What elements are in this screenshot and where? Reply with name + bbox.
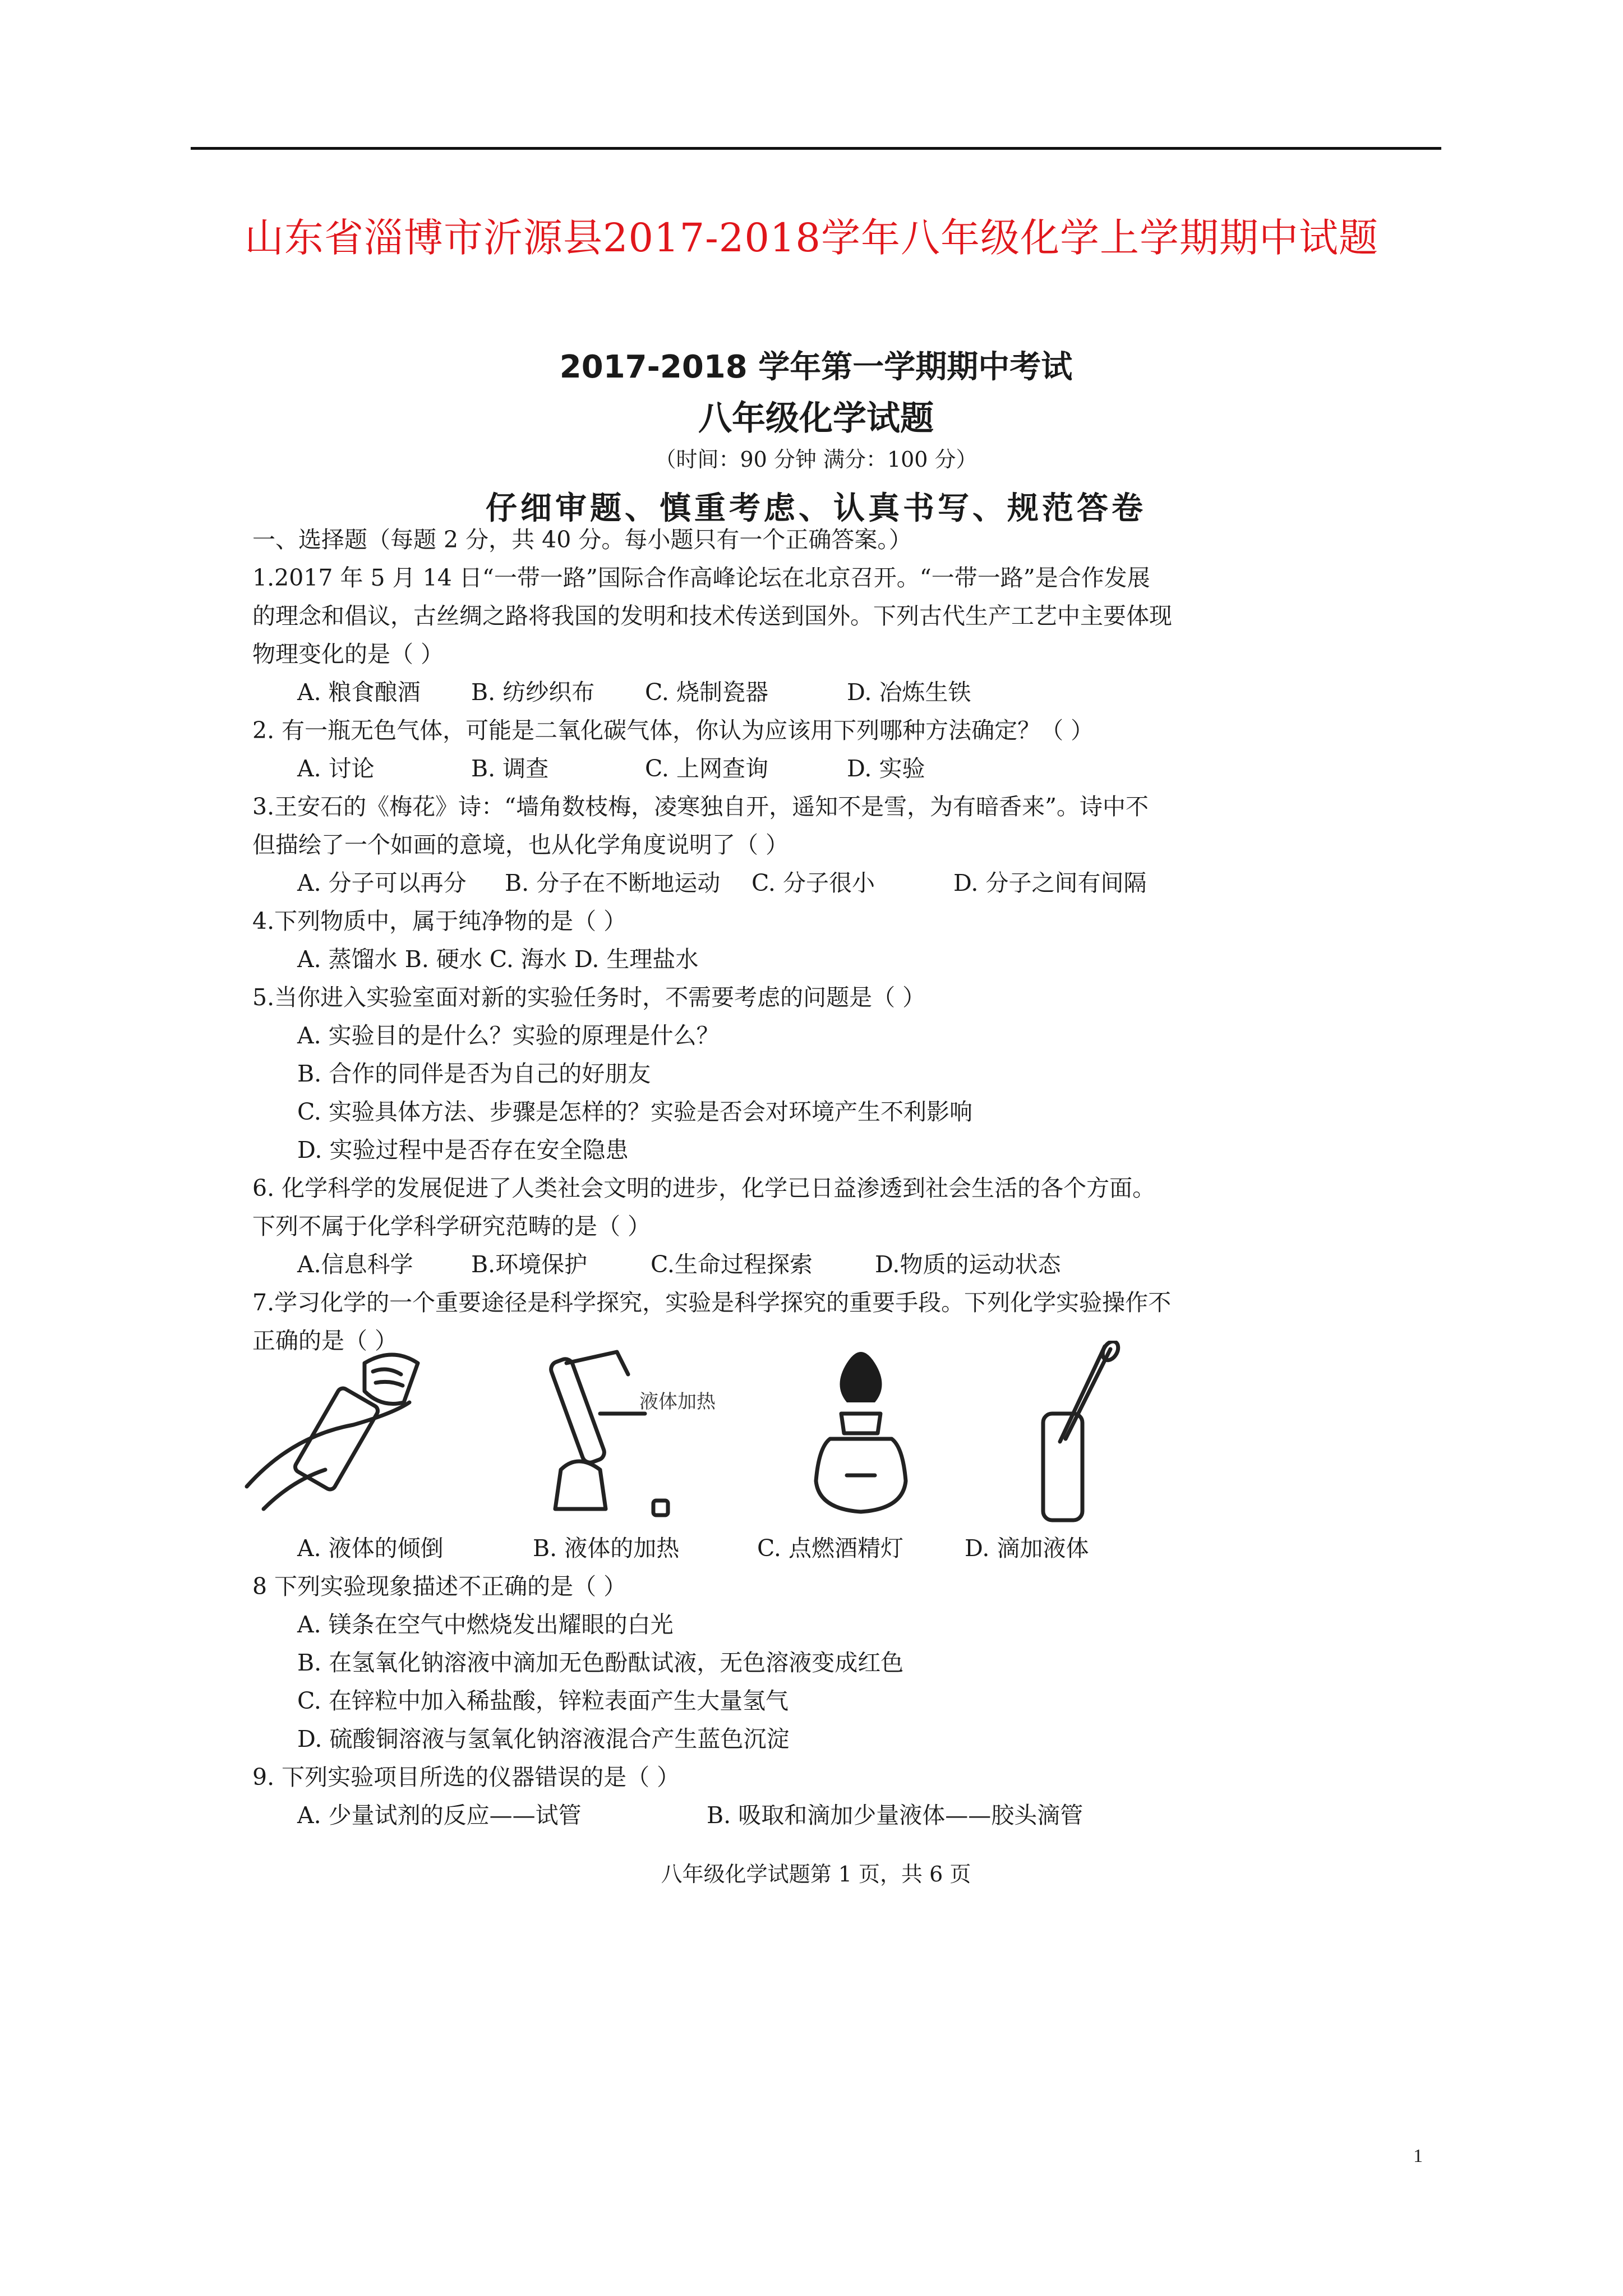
option: A. 讨论 xyxy=(297,755,375,782)
option: D.物质的运动状态 xyxy=(875,1251,1061,1278)
question-line: 9. 下列实验项目所选的仪器错误的是（ ） xyxy=(252,1764,680,1791)
question-line: 8 下列实验现象描述不正确的是（ ） xyxy=(252,1573,627,1600)
heating-liquid-figure xyxy=(516,1341,718,1531)
option: B. 合作的同伴是否为自己的好朋友 xyxy=(297,1060,651,1087)
question-line: 物理变化的是（ ） xyxy=(252,641,444,668)
exam-subtitle: 八年级化学试题 xyxy=(698,399,934,438)
pouring-liquid-figure xyxy=(224,1341,426,1531)
section-heading: 一、选择题（每题 2 分，共 40 分。每小题只有一个正确答案。） xyxy=(252,526,912,553)
option: A. 蒸馏水 B. 硬水 C. 海水 D. 生理盐水 xyxy=(297,946,699,973)
option: A. 实验目的是什么？实验的原理是什么？ xyxy=(297,1022,720,1049)
exam-title: 2017-2018 学年第一学期期中考试 xyxy=(559,349,1073,385)
option: B. 液体的加热 xyxy=(533,1535,680,1562)
option: B. 纺纱织布 xyxy=(471,679,595,706)
figure-label: 液体加热 xyxy=(639,1391,716,1413)
option: C. 烧制瓷器 xyxy=(645,679,768,706)
option: D. 滴加液体 xyxy=(965,1535,1089,1562)
exam-meta: （时间：90 分钟 满分：100 分） xyxy=(654,447,978,472)
option: A. 分子可以再分 xyxy=(297,869,467,896)
option: C. 实验具体方法、步骤是怎样的？实验是否会对环境产生不利影响 xyxy=(297,1098,972,1125)
option: D. 实验过程中是否存在安全隐患 xyxy=(297,1137,629,1163)
question-line: 7.学习化学的一个重要途径是科学探究，实验是科学探究的重要手段。下列化学实验操作不 xyxy=(252,1289,1172,1316)
option: C.生命过程探索 xyxy=(651,1251,813,1278)
option: A. 镁条在空气中燃烧发出耀眼的白光 xyxy=(297,1611,674,1638)
question-line: 6. 化学科学的发展促进了人类社会文明的进步，化学已日益渗透到社会生活的各个方面。 xyxy=(252,1175,1156,1202)
adding-liquid-figure xyxy=(976,1341,1178,1531)
exam-footer: 八年级化学试题第 1 页，共 6 页 xyxy=(661,1862,971,1887)
question-line: 下列不属于化学科学研究范畴的是（ ） xyxy=(252,1213,651,1240)
option: B. 吸取和滴加少量液体——胶头滴管 xyxy=(707,1802,1083,1829)
option: B. 在氢氧化钠溶液中滴加无色酚酞试液，无色溶液变成红色 xyxy=(297,1649,904,1676)
option: B. 调查 xyxy=(471,755,549,782)
question-line: 4.下列物质中，属于纯净物的是（ ） xyxy=(252,908,627,935)
exam-motto: 仔细审题、慎重考虑、认真书写、规范答卷 xyxy=(486,490,1146,527)
option: A.信息科学 xyxy=(297,1251,413,1278)
question-line: 正确的是（ ） xyxy=(252,1327,398,1354)
option: A. 液体的倾倒 xyxy=(297,1535,444,1562)
scanned-exam-page xyxy=(191,303,1441,1941)
option: D. 分子之间有间隔 xyxy=(953,869,1147,896)
option: A. 少量试剂的反应——试管 xyxy=(297,1802,582,1829)
question-line: 1.2017 年 5 月 14 日“一带一路”国际合作高峰论坛在北京召开。“一带一路”是合作发展 xyxy=(252,564,1150,591)
question-line: 2. 有一瓶无色气体，可能是二氧化碳气体，你认为应该用下列哪种方法确定？（ ） xyxy=(252,717,1094,744)
option: B.环境保护 xyxy=(471,1251,588,1278)
page-number: 1 xyxy=(1413,2146,1423,2166)
header-rule xyxy=(191,147,1441,150)
document-title: 山东省淄博市沂源县2017-2018学年八年级化学上学期期中试题 xyxy=(245,215,1378,261)
question-line: 但描绘了一个如画的意境，也从化学角度说明了（ ） xyxy=(252,831,789,858)
alcohol-lamp-figure xyxy=(763,1341,965,1531)
option: D. 实验 xyxy=(847,755,925,782)
question-line: 5.当你进入实验室面对新的实验任务时，不需要考虑的问题是（ ） xyxy=(252,984,926,1011)
option: C. 点燃酒精灯 xyxy=(757,1535,903,1562)
option: D. 硫酸铜溶液与氢氧化钠溶液混合产生蓝色沉淀 xyxy=(297,1726,790,1752)
question-line: 3.王安石的《梅花》诗：“墙角数枝梅，凌寒独自开，遥知不是雪，为有暗香来”。诗中不 xyxy=(252,793,1149,820)
option: C. 分子很小 xyxy=(751,869,875,896)
option: C. 在锌粒中加入稀盐酸，锌粒表面产生大量氢气 xyxy=(297,1687,789,1714)
option: A. 粮食酿酒 xyxy=(297,679,421,706)
option: C. 上网查询 xyxy=(645,755,768,782)
option: B. 分子在不断地运动 xyxy=(505,869,721,896)
question-line: 的理念和倡议，古丝绸之路将我国的发明和技术传送到国外。下列古代生产工艺中主要体现 xyxy=(252,602,1172,629)
option: D. 冶炼生铁 xyxy=(847,679,971,706)
